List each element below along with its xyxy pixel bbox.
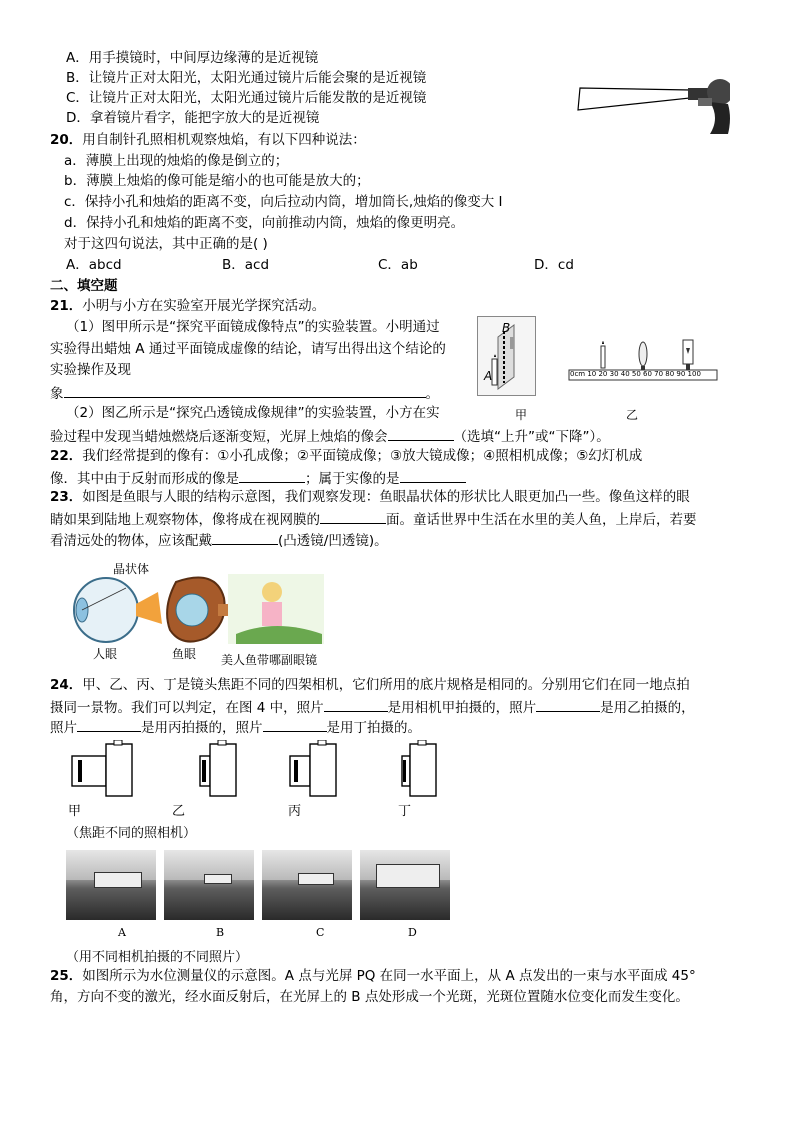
eye-comparison-figure xyxy=(66,568,328,648)
fig-yi-caption: 乙 xyxy=(626,408,639,422)
q23-number: 23． xyxy=(50,489,83,505)
camera-label-jia: 甲 xyxy=(68,804,82,819)
q22-line2 xyxy=(50,468,466,489)
q24-answer-blank-4[interactable] xyxy=(263,717,327,732)
camera-ding-icon xyxy=(400,740,440,798)
q22-number: 22． xyxy=(50,448,83,464)
label-human-eye: 人眼 xyxy=(93,647,118,661)
q21-p1-line2: 实验得出蜡烛 A 通过平面镜成虚像的结论，请写出得出这个结论的 xyxy=(50,341,446,357)
q21-answer-blank-1[interactable] xyxy=(64,383,426,398)
q23-line2 xyxy=(50,509,697,530)
q21-p2-line2-text: 验过程中发现当蜡烛燃烧后逐渐变短，光屏上烛焰的像会 xyxy=(50,429,388,445)
section-heading: 二、填空题 xyxy=(50,278,118,294)
photo-a xyxy=(66,850,156,920)
q25-number: 25． xyxy=(50,968,83,984)
q20-choice-d: D．cd xyxy=(534,257,574,273)
q24-line1-text: 甲、乙、丙、丁是镜头焦距不同的四架相机，它们所用的底片规格是相同的。分别用它们在同一地点拍 xyxy=(82,677,690,693)
q24-line3-mid: 是用丙拍摄的，照片 xyxy=(141,720,263,736)
q19-option-a: A．用手摸镜时，中间厚边缘薄的是近视镜 xyxy=(66,50,319,66)
plane-mirror-figure xyxy=(477,316,536,396)
optical-bench-figure xyxy=(565,332,728,387)
telescope-boy-figure xyxy=(570,68,730,138)
photo-label-d: D xyxy=(408,926,417,939)
photo-caption: （用不同相机拍摄的不同照片） xyxy=(66,950,249,965)
label-mermaid: 美人鱼带哪副眼镜 xyxy=(221,653,318,667)
q20-ask: 对于这四句说法，其中正确的是( ) xyxy=(64,236,268,252)
q21-p1-line1: （1）图甲所示是“探究平面镜成像特点”的实验装置。小明通过 xyxy=(66,319,440,335)
q20-choice-a: A．abcd xyxy=(66,257,122,273)
q20-item-a: a．薄膜上出现的烛焰的像是倒立的； xyxy=(64,153,289,169)
mirror-label-a: A xyxy=(484,369,493,383)
q23-line1 xyxy=(50,488,690,507)
q24-answer-blank-3[interactable] xyxy=(77,717,141,732)
q23-line2-end: 面。童话世界中生活在水里的美人鱼，上岸后，若要 xyxy=(386,512,697,528)
camera-caption: （焦距不同的照相机） xyxy=(66,826,197,841)
q20-stem-text: 用自制针孔照相机观察烛焰，有以下四种说法： xyxy=(82,132,366,148)
q23-line3-end: (凸透镜/凹透镜)。 xyxy=(278,533,388,549)
q24-line3-text: 照片 xyxy=(50,720,77,736)
q21-answer-blank-2[interactable] xyxy=(388,426,454,441)
q21-stem xyxy=(50,297,325,316)
q24-number: 24． xyxy=(50,677,83,693)
q21-p1-line4-text: 象 xyxy=(50,386,64,402)
q21-stem-text: 小明与小方在实验室开展光学探究活动。 xyxy=(82,298,326,314)
q23-line2-text: 睛如果到陆地上观察物体，像将成在视网膜的 xyxy=(50,512,320,528)
q24-answer-blank-1[interactable] xyxy=(324,697,388,712)
photo-label-b: B xyxy=(216,926,225,939)
mirror-label-b: B xyxy=(502,321,511,335)
q24-line2-text: 摄同一景物。我们可以判定，在图 4 中，照片 xyxy=(50,700,324,716)
q24-answer-blank-2[interactable] xyxy=(536,697,600,712)
q22-answer-blank-1[interactable] xyxy=(239,468,305,483)
q19-option-b: B．让镜片正对太阳光，太阳光通过镜片后能会聚的是近视镜 xyxy=(66,70,427,86)
q24-line3 xyxy=(50,717,421,738)
q21-p2-line1: （2）图乙所示是“探究凸透镜成像规律”的实验装置，小方在实 xyxy=(66,405,440,421)
label-lens: 晶状体 xyxy=(113,562,150,576)
q23-answer-blank-1[interactable] xyxy=(320,509,386,524)
q24-line2-mid: 是用相机甲拍摄的，照片 xyxy=(387,700,537,716)
camera-yi-icon xyxy=(198,740,238,798)
q20-stem xyxy=(50,131,366,150)
camera-bing-icon xyxy=(288,740,338,798)
camera-label-ding: 丁 xyxy=(398,804,412,819)
fig-jia-caption: 甲 xyxy=(515,408,528,422)
camera-label-yi: 乙 xyxy=(172,804,186,819)
q22-line1-text: 我们经常提到的像有：①小孔成像；②平面镜成像；③放大镜成像；④照相机成像；⑤幻灯机成 xyxy=(82,448,643,464)
q25-line2: 角，方向不变的激光，经水面反射后，在光屏上的 B 点处形成一个光斑，光斑位置随水位变化而发生变化。 xyxy=(50,989,689,1005)
photo-c xyxy=(262,850,352,920)
q21-number: 21． xyxy=(50,298,83,314)
q23-line3-text: 看清远处的物体，应该配戴 xyxy=(50,533,212,549)
label-fish-eye: 鱼眼 xyxy=(172,647,197,661)
ruler-scale: 0cm 10 20 30 40 50 60 70 80 90 100 xyxy=(570,370,701,378)
q24-line3-end: 是用丁拍摄的。 xyxy=(326,720,421,736)
q20-item-b: b．薄膜上烛焰的像可能是缩小的也可能是放大的； xyxy=(64,173,370,189)
q20-choice-c: C．ab xyxy=(378,257,418,273)
q24-line2 xyxy=(50,697,695,718)
q23-line1-text: 如图是鱼眼与人眼的结构示意图，我们观察发现：鱼眼晶状体的形状比人眼更加凸一些。像鱼这样的眼 xyxy=(82,489,690,505)
q19-option-d: D．拿着镜片看字，能把字放大的是近视镜 xyxy=(66,110,320,126)
photo-d xyxy=(360,850,450,920)
q24-line1 xyxy=(50,676,690,695)
q21-p2-line2 xyxy=(50,426,610,447)
q20-item-d: d．保持小孔和烛焰的距离不变，向前推动内筒，烛焰的像更明亮。 xyxy=(64,215,465,231)
photo-label-a: A xyxy=(118,926,126,939)
q20-number: 20． xyxy=(50,132,83,148)
q22-line1 xyxy=(50,447,642,466)
camera-jia-icon xyxy=(70,740,136,798)
q22-answer-blank-2[interactable] xyxy=(400,468,466,483)
photo-b xyxy=(164,850,254,920)
q20-choice-b: B．acd xyxy=(222,257,270,273)
q24-line2-end: 是用乙拍摄的， xyxy=(600,700,695,716)
camera-label-bing: 丙 xyxy=(288,804,302,819)
q25-line1 xyxy=(50,967,696,986)
q22-line2-mid: ；属于实像的是 xyxy=(305,471,400,487)
q21-p1-line3: 实验操作及现 xyxy=(50,362,131,378)
q20-item-c: c．保持小孔和烛焰的距离不变，向后拉动内筒，增加筒长,烛焰的像变大 I xyxy=(64,194,503,210)
q21-p2-line2-end: （选填“上升”或“下降”）。 xyxy=(453,429,610,445)
q21-p1-line4-end: 。 xyxy=(425,386,439,402)
q25-line1-text: 如图所示为水位测量仪的示意图。A 点与光屏 PQ 在同一水平面上，从 A 点发出的一束与水平面成 45° xyxy=(82,968,696,984)
q23-answer-blank-2[interactable] xyxy=(212,530,278,545)
q22-line2-text: 像．其中由于反射而形成的像是 xyxy=(50,471,239,487)
q23-line3 xyxy=(50,530,388,551)
q21-p1-line4 xyxy=(50,383,439,404)
q19-option-c: C．让镜片正对太阳光，太阳光通过镜片后能发散的是近视镜 xyxy=(66,90,427,106)
photo-label-c: C xyxy=(316,926,325,939)
